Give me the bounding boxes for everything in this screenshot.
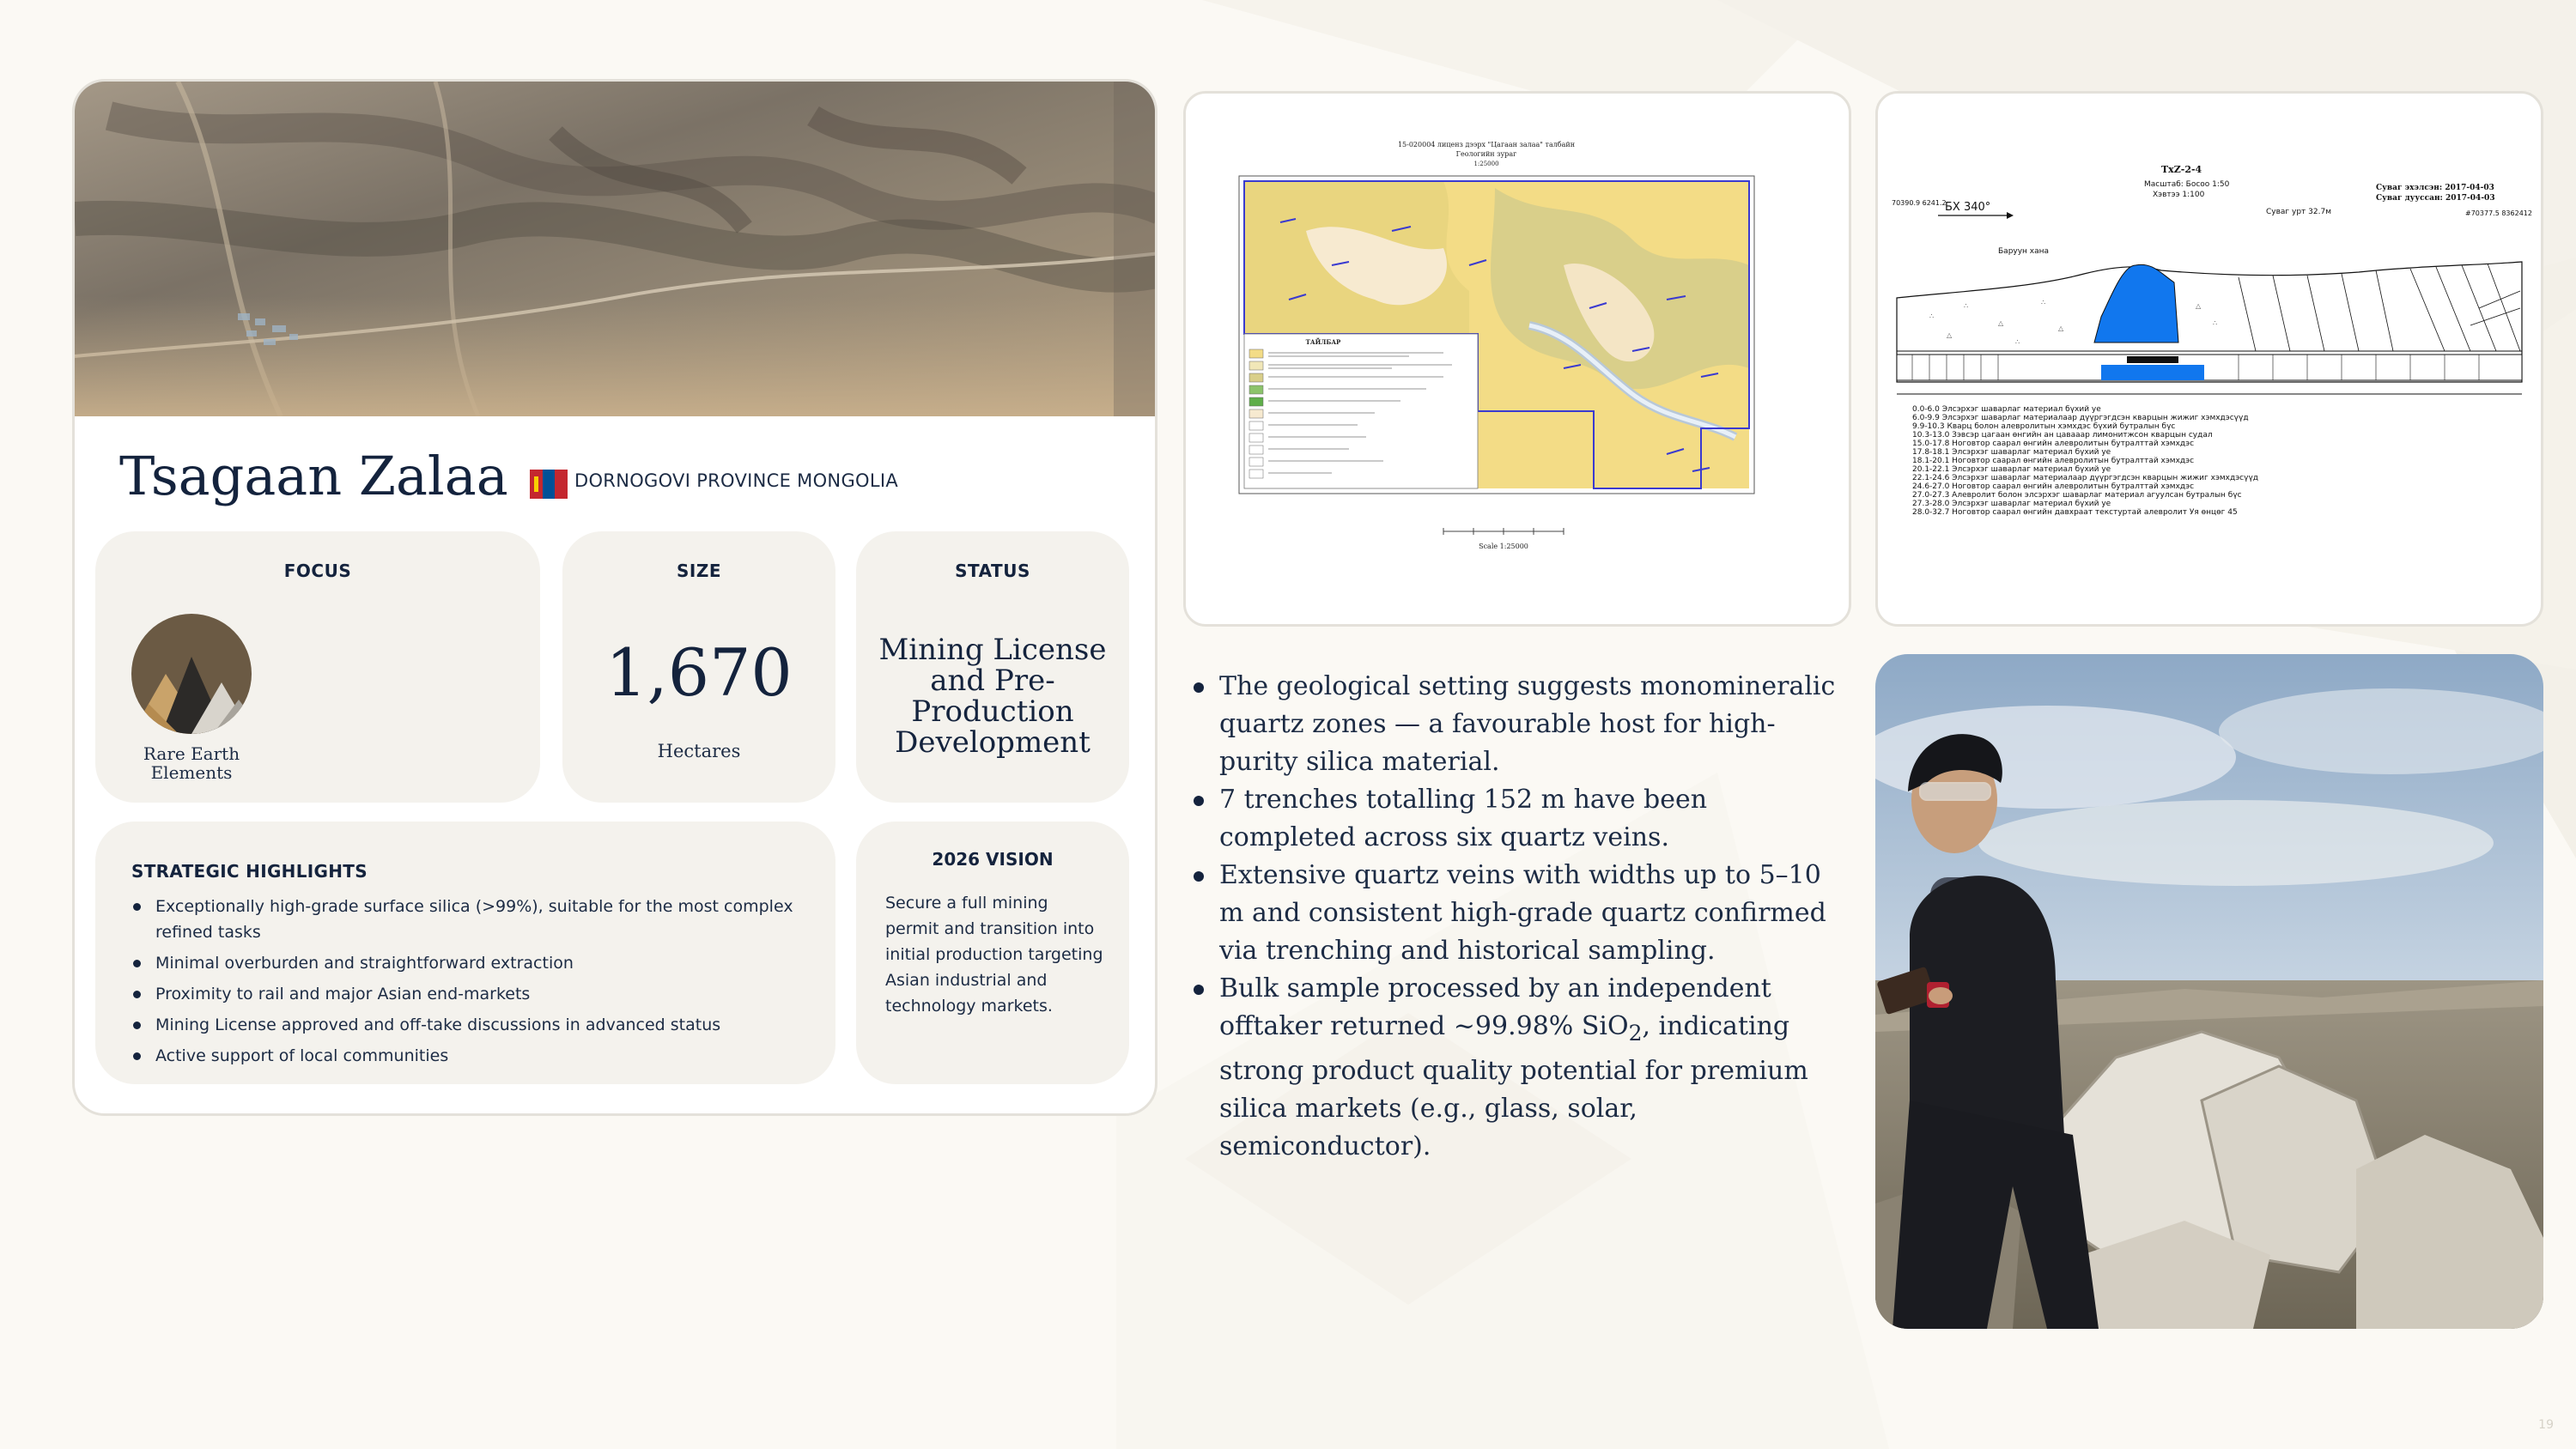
section-log-line: 24.6-27.0 Ноговтор саарал өнгийн алевролитын бутралттай хэмхдэс: [1912, 482, 2195, 491]
finding-item: [1192, 970, 1844, 1166]
highlights-list: [131, 894, 810, 1074]
focus-caption: Rare Earth Elements: [143, 743, 240, 783]
highlight-item: Active support of local communities: [131, 1043, 810, 1069]
section-coord-left: 70390.9 6241.2: [1892, 199, 1947, 207]
section-depth: Суваг урт 32.7м: [2266, 208, 2331, 216]
section-start-date: Суваг эхэлсэн: 2017-04-03: [2376, 184, 2494, 192]
finding-text: Bulk sample processed by an independent offtaker returned ~99.98% SiO: [1219, 973, 1771, 1041]
map-scale-top: 1:25000: [1473, 161, 1499, 167]
section-log-line: 18.1-20.1 Ноговтор саарал өнгийн алевролитын бутралттай хэмхдэс: [1912, 457, 2195, 465]
project-card: [72, 79, 1157, 1116]
section-log-line: 22.1-24.6 Элсэрхэг шаварлаг материалаар дүүргэгдсэн кварцын жижиг хэмхдэсүүд: [1912, 474, 2258, 482]
section-log-line: 20.1-22.1 Элсэрхэг шаварлаг материал бүхий уе: [1912, 465, 2111, 474]
map-scale-label: Scale 1:25000: [1479, 543, 1528, 550]
aerial-satellite-image: [75, 82, 1157, 416]
section-log-line: 15.0-17.8 Ноговтор саарал өнгийн алевролитын бутралттай хэмхдэс: [1912, 440, 2195, 448]
section-log: [1912, 405, 2258, 517]
section-log-line: 28.0-32.7 Ноговтор саарал өнгийн давхраат текстуртай алевролит Уя өнцөг 45: [1912, 508, 2238, 517]
findings-list: [1192, 668, 1844, 1166]
vision-title: 2026 VISION: [932, 849, 1054, 870]
highlight-item: Proximity to rail and major Asian end-markets: [131, 981, 810, 1007]
section-log-line: 0.0-6.0 Элсэрхэг шаварлаг материал бүхий уе: [1912, 405, 2101, 414]
section-log-line: 27.3-28.0 Элсэрхэг шаварлаг материал бүхий уе: [1912, 500, 2111, 508]
svg-text:△: △: [2058, 324, 2064, 332]
svg-text:△: △: [1998, 319, 2004, 327]
project-location: DORNOGOVI PROVINCE MONGOLIA: [574, 470, 899, 491]
size-unit: Hectares: [657, 741, 741, 761]
page-number: 19: [2538, 1418, 2554, 1432]
mongolia-flag-icon: [530, 470, 568, 499]
finding-text: , indicating strong product quality potential for premium silica markets (e.g., glass, solar, semiconductor).: [1219, 1011, 1808, 1161]
status-tile: [856, 531, 1129, 803]
focus-label: FOCUS: [283, 561, 352, 581]
section-log-line: 27.0-27.3 Алевролит болон элсэрхэг шаварлаг материал агуулсан бутралын бүс: [1912, 491, 2242, 500]
section-log-line: 10.3-13.0 Зэвсэр цагаан өнгийн ан цавааар лимонитжсон кварцын судал: [1912, 431, 2213, 440]
section-wall: Баруун хана: [1998, 247, 2050, 256]
map-legend-title: ТАЙЛБАР: [1305, 338, 1341, 346]
map-title: 15-020004 лиценз дээрх "Цагаан залаа" талбайн: [1397, 141, 1576, 149]
focus-tile: [95, 531, 540, 803]
highlight-item: Exceptionally high-grade surface silica (>99%), suitable for the most complex refined tasks: [131, 894, 810, 945]
status-value: Mining License and Pre-Production Development: [878, 633, 1107, 760]
section-coord-right: #70377.5 8362412: [2465, 209, 2532, 217]
strategic-highlights-tile: [95, 822, 835, 1084]
svg-text:∴: ∴: [2015, 338, 2020, 346]
map-subtitle: Геологийн зураг: [1455, 150, 1517, 158]
trench-section-card: [1875, 91, 2543, 627]
svg-text:△: △: [2196, 302, 2202, 310]
svg-text:∴: ∴: [1964, 302, 1969, 310]
highlights-title: STRATEGIC HIGHLIGHTS: [131, 861, 368, 882]
finding-item: The geological setting suggests monomineralic quartz zones — a favourable host for high-purity silica material.: [1192, 668, 1844, 781]
section-scale-2: Хэвтээ 1:100: [2153, 191, 2205, 199]
highlight-item: Mining License approved and off-take discussions in advanced status: [131, 1012, 810, 1038]
field-geologist-photo: [1875, 654, 2543, 1329]
size-label: SIZE: [676, 561, 721, 581]
trench-cross-section: [1878, 94, 2541, 624]
section-title: TxZ-2-4: [2161, 164, 2202, 175]
section-log-line: 17.8-18.1 Элсэрхэг шаварлаг материал бүхий уе: [1912, 448, 2111, 457]
svg-text:∴: ∴: [1929, 312, 1935, 320]
finding-item: 7 trenches totalling 152 m have been completed across six quartz veins.: [1192, 781, 1844, 857]
status-label: STATUS: [955, 561, 1030, 581]
finding-subscript: 2: [1628, 1021, 1643, 1046]
project-title: Tsagaan Zalaa: [119, 445, 508, 507]
highlight-item: Minimal overburden and straightforward extraction: [131, 950, 810, 976]
svg-text:△: △: [1947, 331, 1953, 339]
geological-map-card: [1183, 91, 1851, 627]
vision-text: Secure a full mining permit and transition into initial production targeting Asian industrial and technology markets.: [885, 894, 1103, 1016]
section-end-date: Суваг дууссан: 2017-04-03: [2376, 194, 2495, 203]
svg-text:∴: ∴: [2213, 319, 2218, 327]
size-value: 1,670: [605, 634, 793, 711]
section-log-line: 6.0-9.9 Элсэрхэг шаварлаг материалаар дүүргэгдсэн кварцын жижиг хэмхдэсүүд: [1912, 414, 2249, 422]
section-azimuth: БХ 340°: [1945, 201, 1991, 214]
vision-tile: [856, 822, 1129, 1084]
size-tile: [562, 531, 835, 803]
finding-item: Extensive quartz veins with widths up to 5–10 m and consistent high-grade quartz confirmed via trenching and historical sampling.: [1192, 857, 1844, 970]
geological-map: [1186, 94, 1849, 624]
svg-text:∴: ∴: [2041, 299, 2046, 306]
section-scale: Масштаб: Босоо 1:50: [2144, 180, 2230, 189]
section-log-line: 9.9-10.3 Кварц болон алевролитын хэмхдэс бүхий бутралын бүс: [1912, 422, 2176, 431]
rare-earth-elements-image: [131, 614, 252, 734]
